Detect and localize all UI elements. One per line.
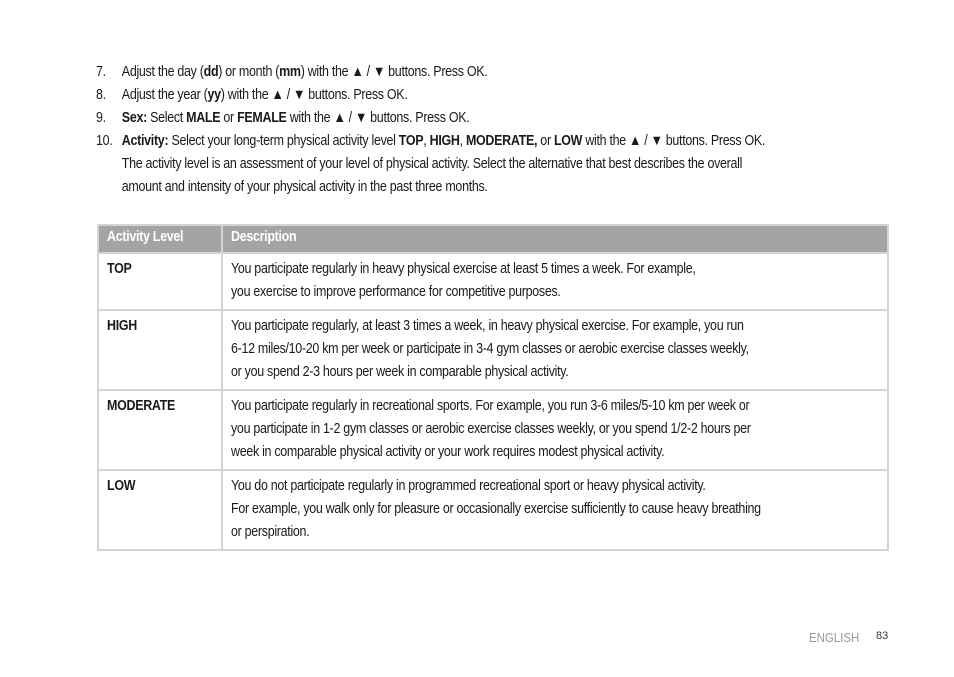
step-text xyxy=(122,130,784,199)
activity-level-label: HIGH xyxy=(107,318,137,334)
step-text xyxy=(122,84,784,107)
step-number: 10. xyxy=(96,133,113,149)
activity-level-label: MODERATE xyxy=(107,398,176,414)
activity-level-label: TOP xyxy=(107,261,132,277)
description-line: You participate regularly, at least 3 times a week, in heavy physical exercise. For example, you run xyxy=(231,318,744,334)
description-line: 6-12 miles/10-20 km per week or participate in 3-4 gym classes or aerobic exercise classes weekly, xyxy=(231,341,749,357)
bold-term: dd xyxy=(203,64,219,80)
table-row xyxy=(98,253,888,310)
bold-term: yy xyxy=(207,87,221,103)
text-run: Select your long-term physical activity level xyxy=(168,133,399,149)
text-run: with the ▲ / ▼ buttons. Press OK. xyxy=(286,110,470,126)
text-run: or xyxy=(220,110,238,126)
description-line: or you spend 2-3 hours per week in comparable physical activity. xyxy=(231,364,569,380)
description-line: or perspiration. xyxy=(231,524,310,540)
instruction-steps xyxy=(96,61,784,199)
bold-term: LOW xyxy=(553,133,583,149)
text-run: or xyxy=(537,133,554,149)
description-line: You do not participate regularly in programmed recreational sport or heavy physical activity. xyxy=(231,478,706,494)
text-run: amount and intensity of your physical activity in the past three months. xyxy=(121,179,488,195)
description-line: You participate regularly in recreational sports. For example, you run 3-6 miles/5-10 km per week or xyxy=(231,398,750,414)
table-row xyxy=(98,310,888,390)
page-number: 83 xyxy=(876,630,889,642)
header-activity-level: Activity Level xyxy=(98,225,222,253)
text-run: The activity level is an assessment of your level of physical activity. Select the alternative that best describes the overall xyxy=(121,156,743,172)
bold-term: FEMALE xyxy=(237,110,287,126)
table-row xyxy=(98,470,888,550)
step-number: 9. xyxy=(96,110,106,126)
description-line: week in comparable physical activity or your work requires modest physical activity. xyxy=(231,444,665,460)
activity-level-cell xyxy=(98,470,222,550)
activity-level-label: LOW xyxy=(107,478,136,494)
activity-level-cell xyxy=(98,253,222,310)
text-run: , xyxy=(459,133,466,149)
description-line: For example, you walk only for pleasure or occasionally exercise sufficiently to cause heavy breathing xyxy=(231,501,761,517)
text-run: with the ▲ / ▼ buttons. Press OK. xyxy=(582,133,766,149)
step-number: 8. xyxy=(96,87,106,103)
description-line: you participate in 1-2 gym classes or aerobic exercise classes weekly, or you spend 1/2-2 hours per xyxy=(231,421,751,437)
description-cell xyxy=(222,253,888,310)
text-run: ) with the ▲ / ▼ buttons. Press OK. xyxy=(300,64,488,80)
header-description: Description xyxy=(222,225,888,253)
text-run: Select xyxy=(146,110,187,126)
description-line: You participate regularly in heavy physical exercise at least 5 times a week. For example, xyxy=(231,261,696,277)
bold-term: mm xyxy=(279,64,301,80)
step-text xyxy=(122,61,784,84)
bold-term: Activity: xyxy=(121,133,169,149)
activity-level-table xyxy=(97,224,889,551)
list-item xyxy=(96,61,784,84)
list-item xyxy=(96,130,784,199)
description-line: you exercise to improve performance for competitive purposes. xyxy=(231,284,561,300)
activity-level-cell xyxy=(98,390,222,470)
step-number: 7. xyxy=(96,64,106,80)
bold-term: MODERATE, xyxy=(465,133,538,149)
list-item xyxy=(96,107,784,130)
table-row xyxy=(98,390,888,470)
text-run: , xyxy=(423,133,430,149)
description-cell xyxy=(222,470,888,550)
text-run: ) or month ( xyxy=(218,64,280,80)
step-text xyxy=(122,107,784,130)
description-cell xyxy=(222,310,888,390)
table-header-row xyxy=(98,225,888,253)
text-run: ) with the ▲ / ▼ buttons. Press OK. xyxy=(220,87,408,103)
text-run: Adjust the day ( xyxy=(121,64,204,80)
text-run: Adjust the year ( xyxy=(121,87,208,103)
bold-term: HIGH xyxy=(429,133,460,149)
bold-term: MALE xyxy=(186,110,221,126)
footer-language: ENGLISH xyxy=(809,630,860,645)
bold-term: TOP xyxy=(398,133,424,149)
description-cell xyxy=(222,390,888,470)
activity-level-cell xyxy=(98,310,222,390)
list-item xyxy=(96,84,784,107)
bold-term: Sex: xyxy=(121,110,147,126)
